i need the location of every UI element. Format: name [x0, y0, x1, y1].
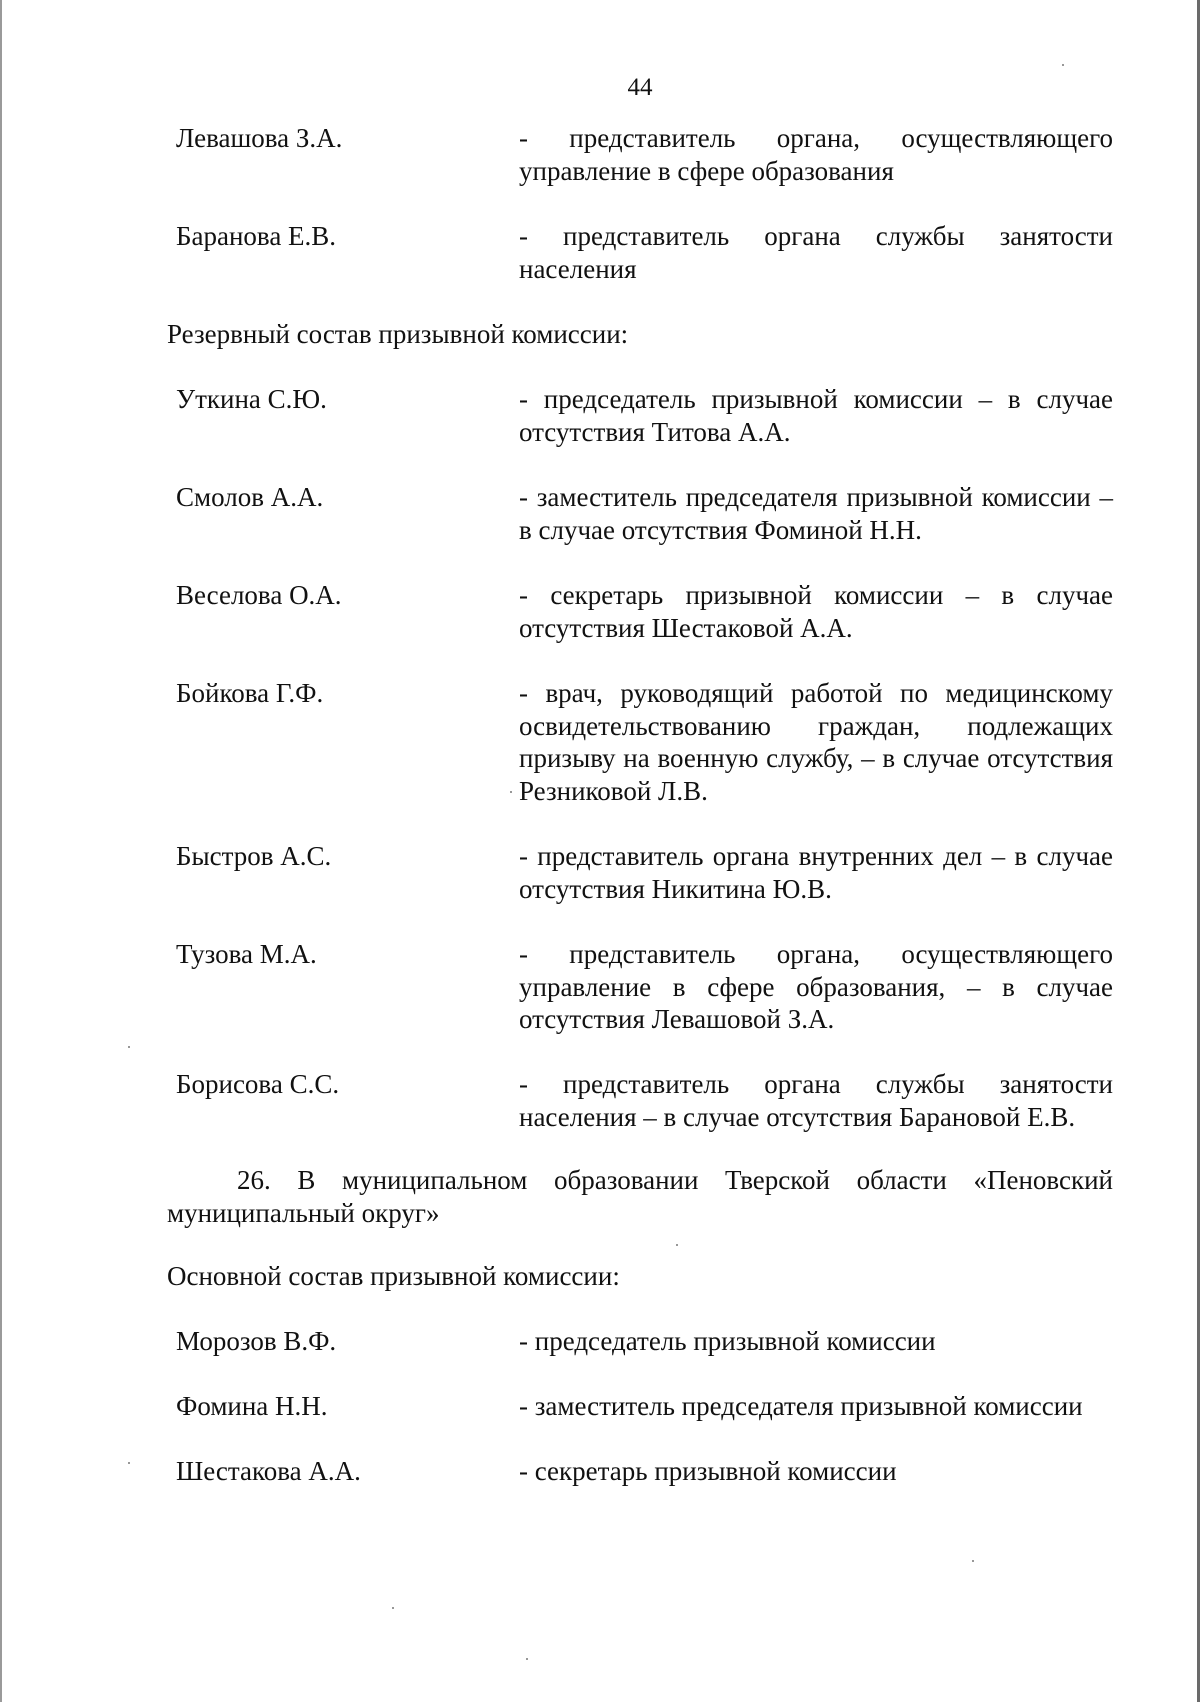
- member-role: - заместитель председателя призывной комиссии: [519, 1391, 1083, 1421]
- member-name: Бойкова Г.Ф.: [176, 678, 324, 708]
- member-name: Быстров А.С.: [176, 841, 332, 871]
- member-role: - председатель призывной комиссии – в случае отсутствия Титова А.А.: [519, 384, 1113, 447]
- scan-speck: [128, 1046, 130, 1048]
- member-name: Морозов В.Ф.: [176, 1326, 337, 1356]
- member-name: Борисова С.С.: [176, 1069, 340, 1099]
- scan-speck: [676, 1244, 678, 1246]
- member-name: Смолов А.А.: [176, 482, 324, 512]
- member-role: - представитель органа внутренних дел – в случае отсутствия Никитина Ю.В.: [519, 841, 1113, 904]
- main-heading: Основной состав призывной комиссии:: [167, 1261, 620, 1291]
- member-role: - врач, руководящий работой по медицинскому освидетельствованию граждан, подлежащих призыву на военную службу, – в случае отсутствия Резниковой Л.В.: [519, 678, 1113, 806]
- scan-speck: [526, 1658, 528, 1660]
- member-role: - представитель органа службы занятости населения – в случае отсутствия Барановой Е.В.: [519, 1069, 1113, 1132]
- member-name: Веселова О.А.: [176, 580, 342, 610]
- section-paragraph: 26. В муниципальном образовании Тверской области «Пеновский муниципальный округ»: [167, 1165, 1113, 1228]
- scan-edge-left: [0, 0, 2, 1702]
- member-name: Фомина Н.Н.: [176, 1391, 328, 1421]
- scan-speck: [972, 1560, 974, 1562]
- member-role: - представитель органа, осуществляющего управление в сфере образования: [519, 123, 1113, 186]
- member-role: - представитель органа службы занятости населения: [519, 221, 1113, 284]
- member-role: - председатель призывной комиссии: [519, 1326, 936, 1356]
- member-role: - заместитель председателя призывной комиссии – в случае отсутствия Фоминой Н.Н.: [519, 482, 1113, 545]
- scan-speck: [1062, 64, 1064, 66]
- member-name: Уткина С.Ю.: [176, 384, 327, 414]
- member-role: - секретарь призывной комиссии: [519, 1456, 897, 1486]
- member-role: - представитель органа, осуществляющего управление в сфере образования, – в случае отсутствия Левашовой З.А.: [519, 939, 1113, 1034]
- member-name: Левашова З.А.: [176, 123, 343, 153]
- reserve-heading: Резервный состав призывной комиссии:: [167, 319, 629, 349]
- page-number: 44: [627, 74, 653, 101]
- member-name: Тузова М.А.: [176, 939, 317, 969]
- scan-speck: [128, 1462, 130, 1464]
- member-name: Шестакова А.А.: [176, 1456, 361, 1486]
- member-name: Баранова Е.В.: [176, 221, 337, 251]
- member-role: - секретарь призывной комиссии – в случае отсутствия Шестаковой А.А.: [519, 580, 1113, 643]
- scan-speck: [510, 791, 512, 793]
- scan-speck: [392, 1607, 394, 1609]
